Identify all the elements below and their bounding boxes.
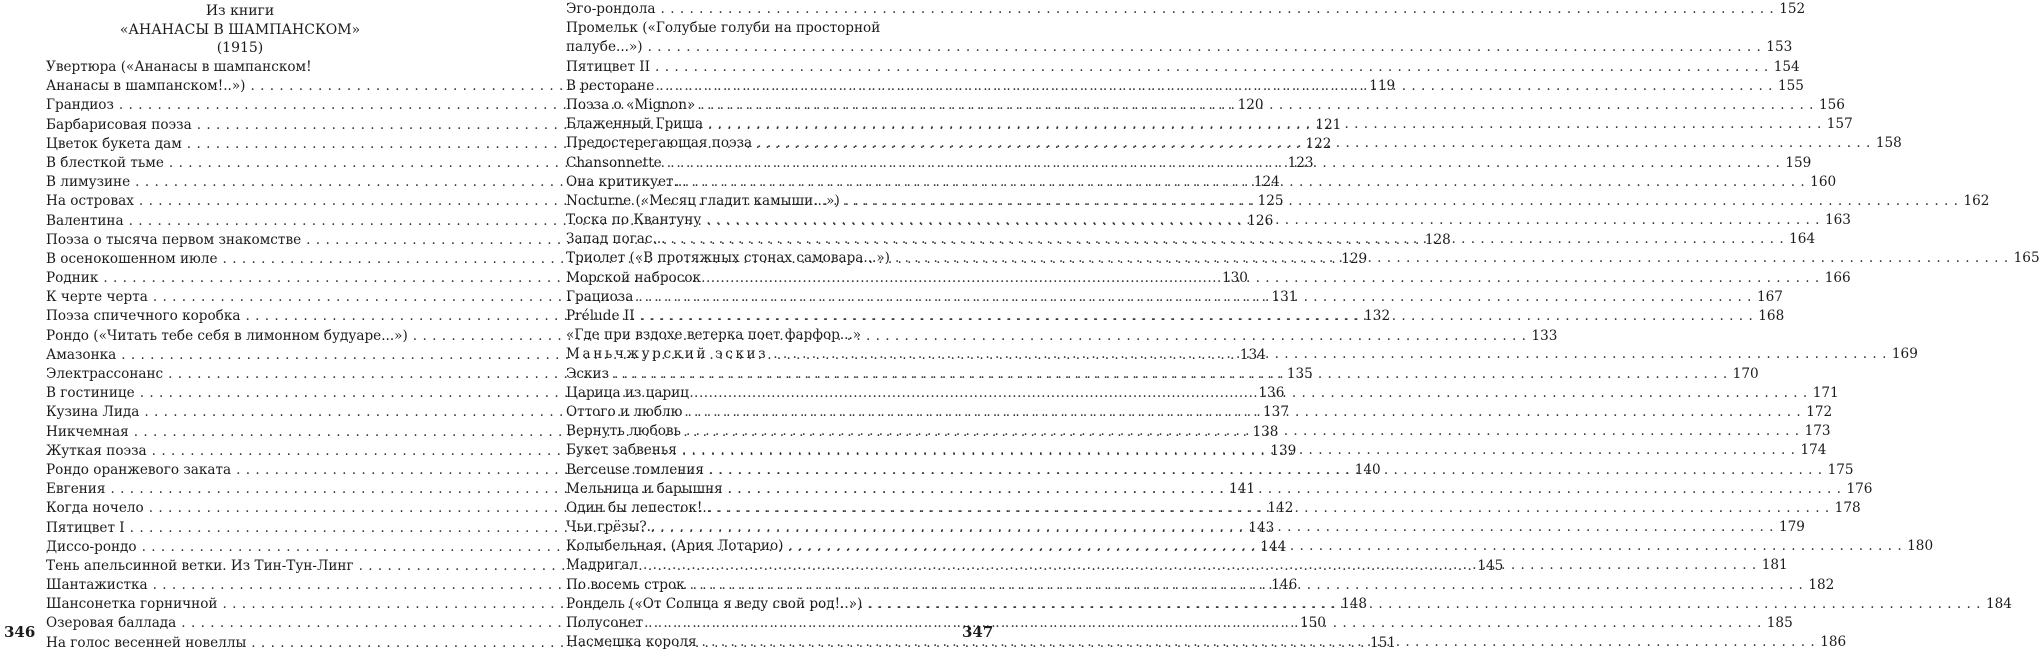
toc-entry-title: Поэза о «Mignon»: [566, 96, 696, 113]
toc-entry-title-line2: палубе...»): [566, 39, 643, 56]
dot-leader: [845, 192, 1959, 211]
toc-entry-page-number: 157: [1826, 116, 1853, 133]
toc-entry-page-number: 121: [1315, 116, 1342, 133]
toc-entry-title: В блесткой тьме: [46, 154, 164, 171]
toc-entry-title: Рондо («Читать тебе себя в лимонном будуаре...»): [46, 327, 408, 344]
toc-entry-page-number: 119: [1369, 78, 1396, 95]
toc-entry-title-line1: Увертюра («Ананасы в шампанском!: [46, 59, 312, 75]
toc-entry-page-number: 142: [1267, 500, 1294, 517]
toc-entry-page-number: 122: [1305, 135, 1332, 152]
toc-entry-title: Оттого и люблю: [566, 403, 683, 420]
toc-entry-page-number: 184: [1986, 595, 2012, 612]
dot-leader: [690, 576, 1804, 595]
dot-leader: [895, 249, 2009, 268]
toc-entry-page-number: 124: [1253, 174, 1280, 191]
toc-entry-title: Рондо оранжевого заката: [46, 461, 232, 478]
toc-entry-title: Чьи грёзы?..: [566, 519, 656, 536]
toc-entry-page-number: 145: [1477, 557, 1504, 574]
toc-entry-page-number: 126: [1247, 212, 1274, 229]
toc-entry-page-number: 180: [1907, 538, 1934, 555]
dot-leader: [640, 307, 1754, 326]
dot-leader: [773, 345, 1887, 364]
toc-entry-page-number: 123: [1287, 154, 1314, 171]
toc-entry-page-number: 185: [1766, 615, 1793, 632]
toc-entry-title: Мадригал: [566, 557, 639, 574]
toc-entry-title: Рондель («От Солнца я веду свой род!..»): [566, 595, 863, 612]
toc-entry-title: К черте черта: [46, 289, 148, 306]
toc-entry-page-number: 172: [1806, 403, 1833, 420]
dot-leader: [688, 403, 1802, 422]
toc-entry-page-number: 168: [1758, 308, 1785, 325]
toc-entry-title: Грациоза: [566, 288, 634, 305]
toc-entry-page-number: 162: [1963, 192, 1990, 209]
toc-entry-title: Цветок букета дам: [46, 135, 182, 152]
toc-entry-page-number: 133: [1531, 327, 1558, 344]
toc-entry-title: Тень апельсинной ветки. Из Тин-Тун-Линг: [46, 557, 354, 574]
section-heading: [46, 2, 434, 58]
toc-entry-page-number: 156: [1818, 96, 1845, 113]
toc-entry-page-number: 164: [1789, 231, 1816, 248]
toc-entry-page-number: 160: [1810, 173, 1837, 190]
toc-entry-title: Триолет («В протяжных стонах самовара...»): [566, 250, 890, 267]
toc-entry-page-number: 131: [1271, 289, 1298, 306]
toc-entry: [566, 0, 1806, 19]
dot-leader: [694, 384, 1808, 403]
toc-entry-title: Berceuse томления: [566, 461, 704, 478]
section-heading-line1: Из книги: [205, 3, 275, 19]
dot-leader: [667, 154, 1781, 173]
toc-entry-page-number: 186: [1820, 634, 1847, 651]
toc-entry-page-number: 176: [1846, 480, 1873, 497]
toc-entry-page-number: 165: [2013, 250, 2040, 267]
toc-entry: [566, 19, 1793, 57]
toc-entry-page-number: 152: [1779, 1, 1806, 17]
toc-entry-page-number: 120: [1237, 97, 1264, 114]
toc-entry-title: На голос весенней новеллы: [46, 634, 247, 651]
toc-entry-page-number: 155: [1777, 77, 1804, 94]
toc-entry-page-number: 174: [1800, 442, 1827, 459]
toc-entry-title: Поэза спичечного коробка: [46, 308, 241, 325]
toc-entry-title: Грандиоз: [46, 97, 114, 114]
toc-entry-title: Шантажистка: [46, 577, 148, 594]
dot-leader: [638, 288, 1752, 307]
dot-leader: [709, 461, 1823, 480]
dot-leader: [670, 230, 1784, 249]
toc-entry-title: Диссо-рондо: [46, 538, 137, 555]
dot-leader: [648, 614, 1762, 633]
toc-entry-page-number: 137: [1263, 404, 1289, 421]
toc-entry-title: Никчемная: [46, 423, 129, 440]
toc-entry-title: Амазонка: [46, 346, 117, 363]
dot-leader: [692, 173, 1806, 192]
section-heading-book-title: «АНАНАСЫ В ШАМПАНСКОМ»: [119, 21, 361, 38]
toc-entry-page-number: 136: [1258, 385, 1285, 402]
dot-leader: [700, 96, 1814, 115]
toc-entry-page-number: 182: [1808, 576, 1835, 593]
toc-entry-page-number: 154: [1773, 58, 1800, 75]
dot-leader: [706, 269, 1820, 288]
toc-entry-title: Колыбельная. (Ария Лотарио): [566, 538, 784, 555]
toc-entry-page-number: 151: [1369, 634, 1396, 651]
toc-entry-title: Эго-рондола: [566, 1, 656, 17]
toc-entry-title: В осенокошенном июле: [46, 250, 218, 267]
toc-entry-page-number: 178: [1834, 499, 1861, 516]
toc-entry-title: Эскиз: [566, 365, 609, 382]
dot-leader: [728, 480, 1842, 499]
toc-entry-page-number: 150: [1299, 615, 1326, 632]
dot-leader: [686, 422, 1800, 441]
dot-leader: [788, 537, 1902, 556]
toc-entry-page-number: 169: [1891, 346, 1918, 363]
toc-entry-page-number: 141: [1229, 481, 1256, 498]
toc-entry-title: Предостерегающая поэза: [566, 135, 753, 152]
toc-entry-title-line1: Промельк («Голубые голуби на просторной: [566, 20, 881, 37]
toc-entry-title: Она критикует...: [566, 173, 687, 190]
dot-leader: [648, 38, 1762, 57]
dot-leader: [643, 556, 1757, 575]
toc-entry-page-number: 181: [1761, 557, 1788, 574]
dot-leader: [661, 0, 1775, 19]
toc-entry-title: Полусонет: [566, 615, 644, 632]
toc-entry-title: Пятицвет I: [46, 519, 125, 536]
toc-entry-title: Prélude II: [566, 308, 635, 325]
toc-entry-page-number: 148: [1341, 596, 1368, 613]
toc-entry-title: Запад погас...: [566, 231, 666, 248]
toc-entry-title: В ресторане: [566, 77, 655, 94]
dot-leader: [682, 441, 1796, 460]
dot-leader: [757, 134, 1871, 153]
toc-entry-title: Nocturne («Месяц гладит камыши...»): [566, 192, 840, 209]
dot-leader: [867, 595, 1981, 614]
toc-entry-page-number: 159: [1785, 154, 1812, 171]
toc-entry-title: Озеровая баллада: [46, 615, 177, 632]
toc-entry-title: Мельница и барышня: [566, 480, 723, 497]
toc-entry-title: Блаженный Гриша: [566, 116, 704, 133]
toc-entry-page-number: 128: [1424, 231, 1451, 248]
toc-entry-page-number: 163: [1824, 212, 1851, 229]
toc-entry-title-line1: «Где при вздохе ветерка поет фарфор...»: [566, 327, 862, 344]
toc-entry-title: В лимузине: [46, 174, 131, 191]
toc-entry-title: Chansonnette: [566, 154, 662, 171]
toc-entry-title: Электрассонанс: [46, 366, 164, 383]
toc-entry-page-number: 146: [1271, 577, 1298, 594]
dot-leader: [659, 77, 1773, 96]
page-number-right: 347: [962, 623, 994, 641]
section-heading-year: (1915): [216, 40, 264, 56]
toc-entry-title: По восемь строк: [566, 576, 685, 593]
toc-entry-page-number: 144: [1260, 538, 1287, 555]
toc-entry-page-number: 139: [1270, 442, 1297, 459]
toc-entry-page-number: 175: [1827, 461, 1854, 478]
dot-leader: [614, 365, 1728, 384]
toc-entry-page-number: 171: [1812, 384, 1839, 401]
toc-entry-page-number: 135: [1286, 366, 1313, 383]
toc-entry-page-number: 166: [1824, 269, 1851, 286]
toc-entry-title: Поэза о тысяча первом знакомстве: [46, 231, 302, 248]
toc-entry: [566, 58, 1800, 77]
dot-leader: [660, 518, 1774, 537]
toc-entry-page-number: 132: [1364, 308, 1391, 325]
toc-entry-title: В гостинице: [46, 385, 135, 402]
dot-leader: [706, 211, 1820, 230]
toc-entry-title: Кузина Лида: [46, 404, 140, 421]
toc-entry-page-number: 125: [1257, 193, 1284, 210]
toc-entry-title: Один бы лепесток!..: [566, 499, 711, 516]
page-number-left: 346: [4, 623, 36, 641]
toc-entry-title: Тоска по Квантуну: [566, 212, 702, 229]
toc-entry-title: Букет забвенья: [566, 442, 677, 459]
toc-entry-page-number: 179: [1779, 519, 1805, 536]
toc-entry-title: На островах: [46, 193, 134, 210]
toc-entry-title: Жуткая поэза: [46, 442, 147, 459]
toc-entry-page-number: 143: [1248, 519, 1275, 536]
toc-entry-page-number: 140: [1354, 461, 1381, 478]
toc-entry-page-number: 153: [1766, 39, 1793, 56]
toc-entry-page-number: 130: [1222, 270, 1248, 287]
toc-entry-page-number: 134: [1239, 346, 1266, 363]
toc-entry-title: Царица из цариц: [566, 384, 690, 401]
toc-entry-page-number: 170: [1732, 365, 1759, 382]
toc-entry-title: Евгения: [46, 481, 106, 498]
toc-entry-title: Родник: [46, 270, 99, 287]
toc-entry-title-line2: Маньчжурский эскиз: [566, 346, 769, 363]
toc-entry-page-number: 138: [1252, 423, 1279, 440]
dot-leader: [708, 115, 1822, 134]
toc-entry-title: Насмешка короля: [566, 634, 697, 651]
toc-entry-title: Валентина: [46, 212, 124, 229]
toc-entry-title-line2: Ананасы в шампанском!..»): [46, 78, 246, 95]
toc-entry-page-number: 167: [1756, 288, 1783, 305]
toc-entry-title: Морской набросок: [566, 269, 702, 286]
toc-entry-title: Когда ночело: [46, 500, 144, 517]
dot-leader: [716, 499, 1830, 518]
toc-entry-title: Шансонетка горничной: [46, 596, 218, 613]
toc-entry-title: Барбарисовая поэза: [46, 116, 192, 133]
toc-entry-title: Вернуть любовь: [566, 423, 681, 440]
toc-entry-title: Пятицвет II: [566, 58, 651, 75]
toc-entry-page-number: 158: [1875, 135, 1902, 152]
dot-leader: [702, 633, 1816, 652]
toc-entry-page-number: 173: [1804, 423, 1831, 440]
dot-leader: [655, 58, 1769, 77]
toc-entry-page-number: 129: [1341, 250, 1368, 267]
